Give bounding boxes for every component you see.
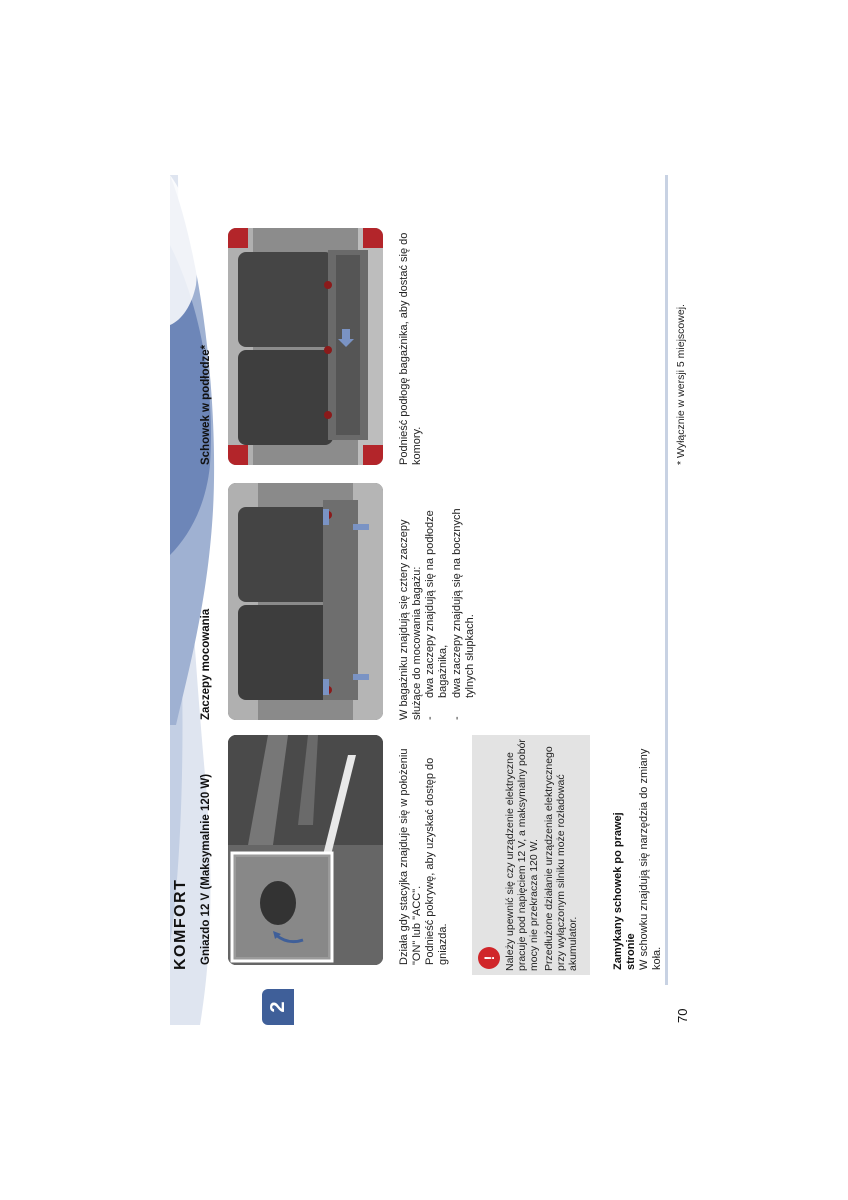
closed-storage-paragraph: W schowku znajdują się narzędzia do zmiany koła. [638,748,663,970]
floor-storage-paragraph: Podnieść podłogę bagażnika, aby dostać się do komory. [398,232,423,465]
warning-text-1: Należy upewnić się czy urządzenie elektryczne pracuje pod napięciem 12 V, a maksymalny pobór mocy nie przekracza 120 W. [504,739,541,971]
closed-storage-title: Zamykany schowek po prawej stronie [612,812,637,970]
anchors-bullet-1: dwa zaczepy znajdują się na podłodze bagażnika, [424,510,449,698]
floor-storage-section-title: Schowek w podłodze* [200,344,212,465]
footnote: * Wyłącznie w wersji 5 miejscowej. [675,304,687,465]
floor-storage-photo [228,228,383,465]
warning-text [504,739,581,971]
list-item: - dwa zaczepy znajdują się na bocznych tylnych słupkach. [451,508,476,720]
bottom-divider [665,175,668,985]
socket-paragraph-2: Podnieść pokrywę, aby uzyskać dostęp do gniazda. [424,757,449,965]
list-item: - dwa zaczepy znajdują się na podłodze bagażnika, [424,510,449,720]
anchors-section-title: Zaczepy mocowania [200,608,212,720]
anchors-list [424,483,478,720]
anchors-bullet-2: dwa zaczepy znajdują się na bocznych tylnych słupkach. [451,508,476,698]
socket-photo [228,735,383,965]
warning-text-2: Przedłużone działanie urządzenia elektrycznego przy wyłączonym silniku może rozładować akumulator. [542,746,580,971]
anchors-photo [228,483,383,720]
chapter-title: KOMFORT [172,878,189,970]
rotated-content [170,175,700,1025]
anchors-paragraph: W bagażniku znajdują się cztery zaczepy służące do mocowania bagażu: [398,519,423,720]
warning-box [472,735,590,975]
exclamation-icon: ! [478,947,500,969]
socket-section-title: Gniazdo 12 V (Maksymalnie 120 W) [200,773,212,965]
page-number: 70 [675,1008,690,1023]
chapter-number-tab: 2 [262,989,294,1025]
socket-paragraph-1: Działa gdy stacyjka znajduje się w położeniu "ON" lub "ACC". [398,748,423,965]
